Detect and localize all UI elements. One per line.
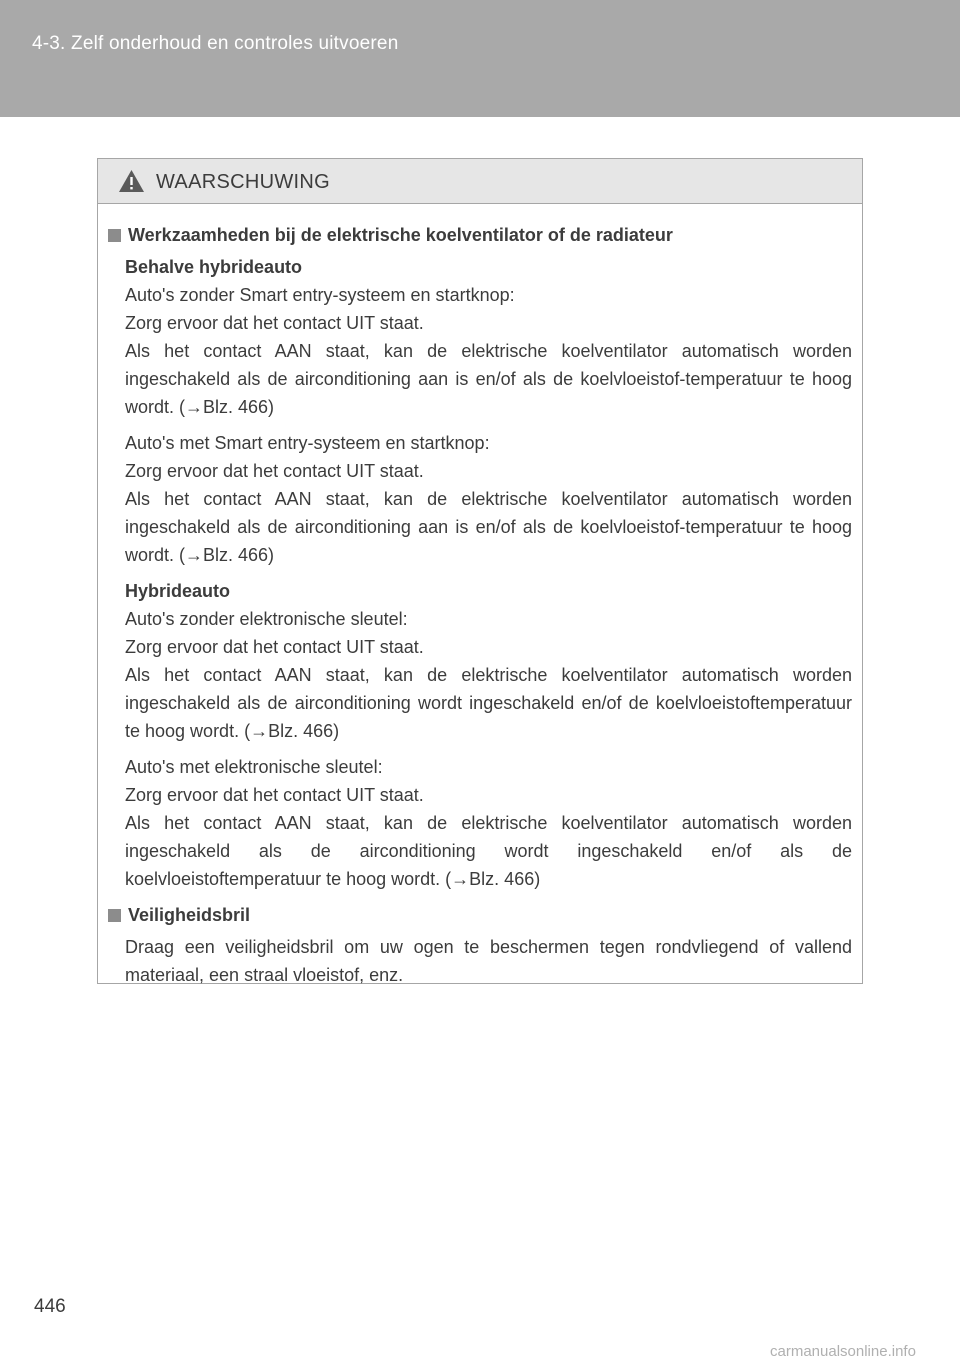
paragraph-non-hybrid-no-smart: Auto's zonder Smart entry-systeem en startknop: Zorg ervoor dat het contact UIT staat. Als het contact AAN staat, kan de elektrische koelventilator automatisch worden ingeschakeld als de airconditioning aan is en/of als de koelvloeistof-temperatuur te hoog wordt. (→Blz. 466)	[125, 285, 852, 417]
paragraph-hybrid-no-key: Auto's zonder elektronische sleutel: Zorg ervoor dat het contact UIT staat. Als het contact AAN staat, kan de elektrische koelventilator automatisch worden ingeschakeld als de airconditioning wordt ingeschakeld en/of de koelvloeistoftemperatuur te hoog wordt. (→Blz. 466)	[125, 609, 852, 741]
page-number: 446	[34, 1296, 66, 1317]
subheading-hybrid: Hybrideauto	[125, 581, 231, 601]
paragraph-non-hybrid-smart: Auto's met Smart entry-systeem en startknop: Zorg ervoor dat het contact UIT staat. Als het contact AAN staat, kan de elektrische koelventilator automatisch worden ingeschakeld als de airconditioning aan is en/of als de koelvloeistof-temperatuur te hoog wordt. (→Blz. 466)	[125, 433, 852, 565]
subheading-non-hybrid: Behalve hybrideauto	[125, 257, 303, 277]
warning-header	[98, 159, 862, 204]
warning-label: WAARSCHUWING	[156, 171, 330, 193]
square-bullet-icon	[108, 229, 121, 242]
header-band	[0, 0, 960, 117]
warning-triangle-icon	[118, 169, 145, 193]
chapter-title: 4-3. Zelf onderhoud en controles uitvoeren	[32, 33, 399, 54]
section-title-fan: Werkzaamheden bij de elektrische koelventilator of de radiateur	[108, 221, 852, 249]
watermark: carmanualsonline.info	[770, 1343, 916, 1360]
warning-body	[98, 204, 862, 989]
section-title-glasses: Veiligheidsbril	[108, 901, 852, 929]
square-bullet-icon	[108, 909, 121, 922]
warning-box	[97, 158, 863, 984]
paragraph-glasses: Draag een veiligheidsbril om uw ogen te beschermen tegen rondvliegend of vallend materiaal, een straal vloeistof, enz.	[125, 937, 852, 985]
paragraph-hybrid-key: Auto's met elektronische sleutel: Zorg ervoor dat het contact UIT staat. Als het contact AAN staat, kan de elektrische koelventilator automatisch worden ingeschakeld als de airconditioning wordt ingeschakeld en/of als de koelvloeistoftemperatuur te hoog wordt. (→Blz. 466)	[125, 757, 852, 889]
